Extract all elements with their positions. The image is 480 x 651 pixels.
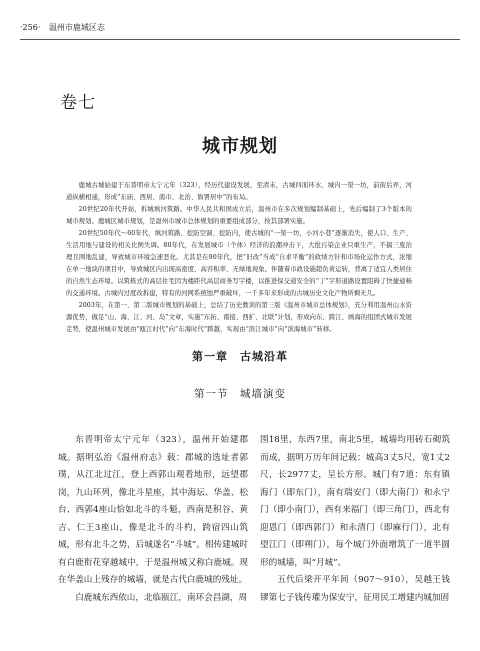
- body-paragraph: 东晋明帝太宁元年（323），温州开始建郡城。据明弘治《温州府志》载：郡城的选址者郭璞，从江北过江，登上西郭山观看地形，远望郡岗，九山环列，像北斗星座，其中海坛、华盖、松台、西郭4座山恰如北斗的斗魁，西南是积谷、黄吉、仁王3座山，像是北斗的斗杓，跨宿四山筑城，形有北斗之势，后城遂名“斗城”。相传建城时有白鹿衔花穿越城中，于是温州城又称白鹿城。现在华盖山上残存的城墙，就是古代白鹿城的残址。: [58, 435, 248, 585]
- chapter-title: 第一章 古城沿革: [192, 350, 288, 363]
- intro-paragraph: 20世纪20年代开始，拆城填河筑路。中华人民共和国成立后，温州市在多次规划编制基础上，先后编制了3个版本的城市规划。鹿城区城市规划，是温州市城市总体规划的重要组成部分，按其部署实施。: [66, 206, 412, 225]
- intro-text: [66, 180, 412, 336]
- running-header: [20, 22, 460, 34]
- intro-paragraph: 鹿城古城始建于东晋明帝太宁元年（323），经历代建设发展，至清末，古城四面环水，城内一渠一坊，前街后弄，河道纵横相通，形成“东庙、西居、南市、北治、衙署居中”的布局。: [66, 182, 412, 201]
- part-title: 城市规划: [202, 136, 278, 157]
- intro-paragraph: 20世纪50年代～60年代，填河筑路、挖防空洞、挖防内，使古城的“一渠一坊，小河小巷”逐渐消失，使人口、生产、生活用地与建设的相关比例失调。80年代，在发展城市（个体）经济的浪潮冲击下，大批污染企业只重生产，不搞三废治理且围地乱建，导致城市环境急速恶化。尤其是在90年代，把“旧改”当成“自求平衡”的政绩方针和市场化运作方式，浓缩在单一地块的项目中，导致城区内出现高密度、高容积率、无绿地现象。伴随着市政设施超负荷运转，背离了适宜人类居住的自然生态环境。以筑栋式的高层住宅因为楼距代高层商务写字楼，以推进保交通安全的“丁”字形道路设置阻碍了快捷通畅的交通环境。古城内过度改拆建，特有的河网系统蚀严重破坏，一千多年来形成的古城历史文化产物所剩无几。: [66, 230, 412, 297]
- body-paragraph: 白鹿城东西依山，北临瓯江，南环会昌湖，周: [75, 592, 248, 603]
- body-paragraph: 围18里，东西7里，南北5里，城墙均用砖石砌筑而成，据明万历年间记载：城高3丈5尺，宽1丈2尺，长2977丈，呈长方形。城门有7道：东有镇海门（即东门），南有瑞安门（即大南门）和永宁门（即小南门），西有来福门（即三角门），西北有迎恩门（即西郭门）和永清门（即麻行门），北有望江门（即朔门），每个城门外面增筑了一道半圆形的城墙，叫“月城”。: [260, 435, 450, 568]
- page-number: ·256·: [20, 23, 41, 32]
- volume-label: 卷七: [60, 93, 96, 113]
- body-column-right: [260, 432, 450, 607]
- body-paragraph: 五代后梁开平年间（907～910），吴越王钱镠第七子钱传瓘为保安宁，征用民工增建内城加固: [260, 575, 450, 603]
- body-column-left: [58, 432, 248, 607]
- book-title: 温州市鹿城区志: [48, 23, 105, 32]
- section-title: 第一节 城墙演变: [194, 388, 286, 400]
- intro-paragraph: 2003年，在第一、第二版城市规划的基础上，总结了历史教训的第三版《温州市城市总体规划》，充分利用温州山水资源优势，做足“山、海、江、河、岛”文章，实施“东拓、南接、西扩、北联”计划，形成向东、跨江、画海的组团式城市发展走势，使温州城市发展由“瓯江时代”向“东海时代”跨越，实现由“滨江城市”向“滨海城市”转移。: [66, 302, 412, 333]
- header-rule: [20, 39, 460, 40]
